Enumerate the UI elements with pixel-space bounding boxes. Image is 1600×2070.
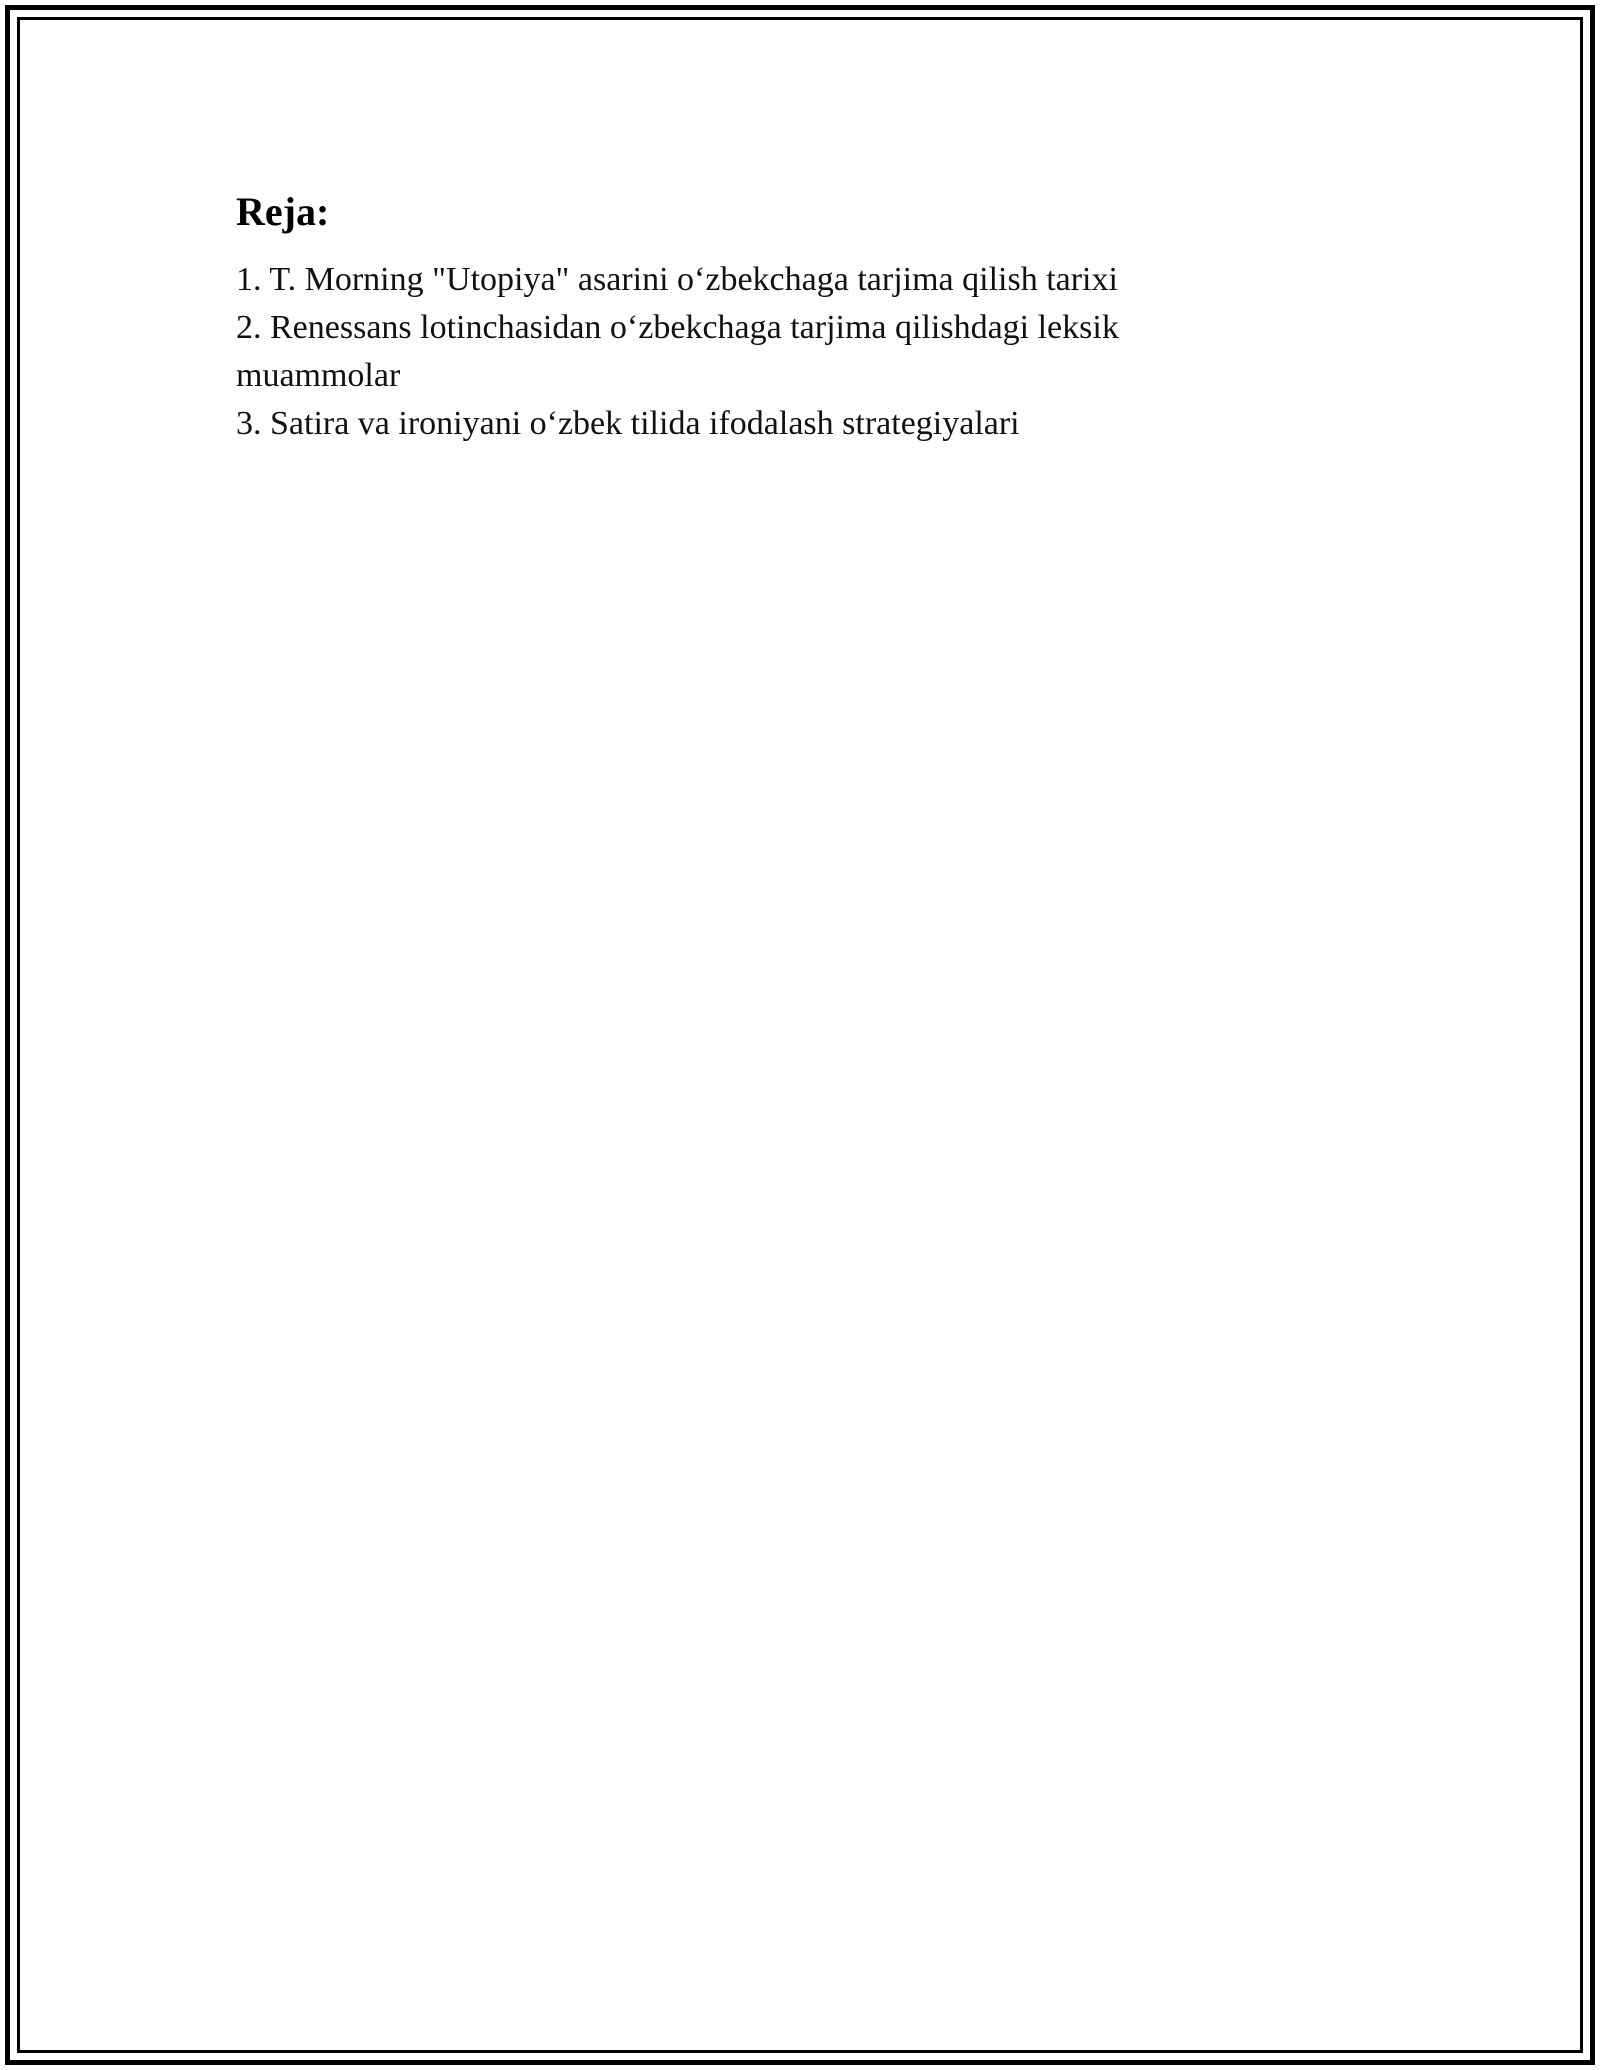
page-title: Reja:	[236, 189, 330, 234]
document-content	[236, 186, 1236, 448]
plan-item-1: 1. T. Morning "Utopiya" asarini o‘zbekchaga tarjima qilish tarixi	[236, 261, 1118, 298]
plan-list	[236, 256, 1236, 448]
plan-item-2: 2. Renessans lotinchasidan o‘zbekchaga tarjima qilishdagi leksik muammolar	[236, 309, 1119, 394]
plan-item-3: 3. Satira va ironiyani o‘zbek tilida ifodalash strategiyalari	[236, 405, 1020, 442]
